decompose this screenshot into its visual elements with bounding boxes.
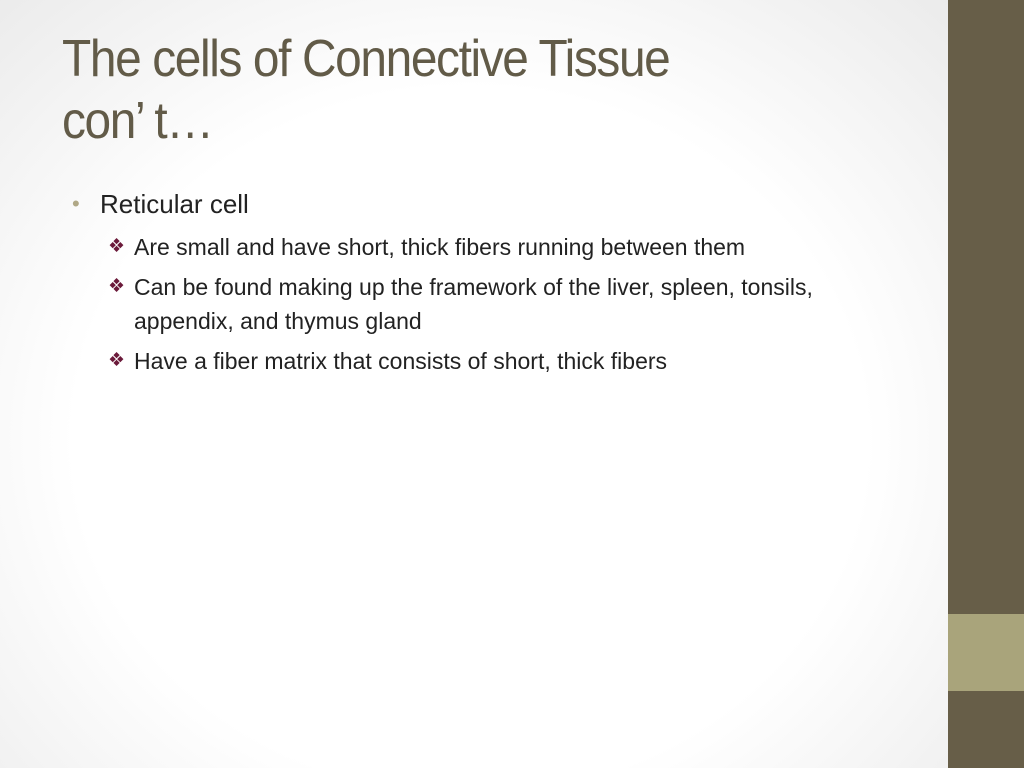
four-diamond-icon: ❖: [108, 276, 126, 297]
sub-bullet-text: Have a fiber matrix that consists of short, thick fibers: [134, 348, 668, 374]
slide-content: [72, 186, 912, 384]
sub-bullet-text: Are small and have short, thick fibers running between them: [134, 234, 746, 260]
sub-bullet-list: [108, 230, 912, 378]
sub-bullet-text: Can be found making up the framework of the liver, spleen, tonsils, appendix, and thymus gland: [134, 274, 813, 334]
bullet-item: [72, 186, 912, 222]
sub-bullet-item: [108, 230, 912, 264]
four-diamond-icon: ❖: [108, 236, 126, 257]
slide-title: The cells of Connective Tissue con’ t…: [62, 30, 670, 150]
sub-bullet-item: [108, 344, 912, 378]
four-diamond-icon: ❖: [108, 350, 126, 371]
bullet-text: Reticular cell: [100, 189, 249, 219]
round-bullet-icon: •: [72, 191, 80, 216]
decorative-sidebar-accent: [948, 614, 1024, 691]
sub-bullet-item: [108, 270, 912, 338]
